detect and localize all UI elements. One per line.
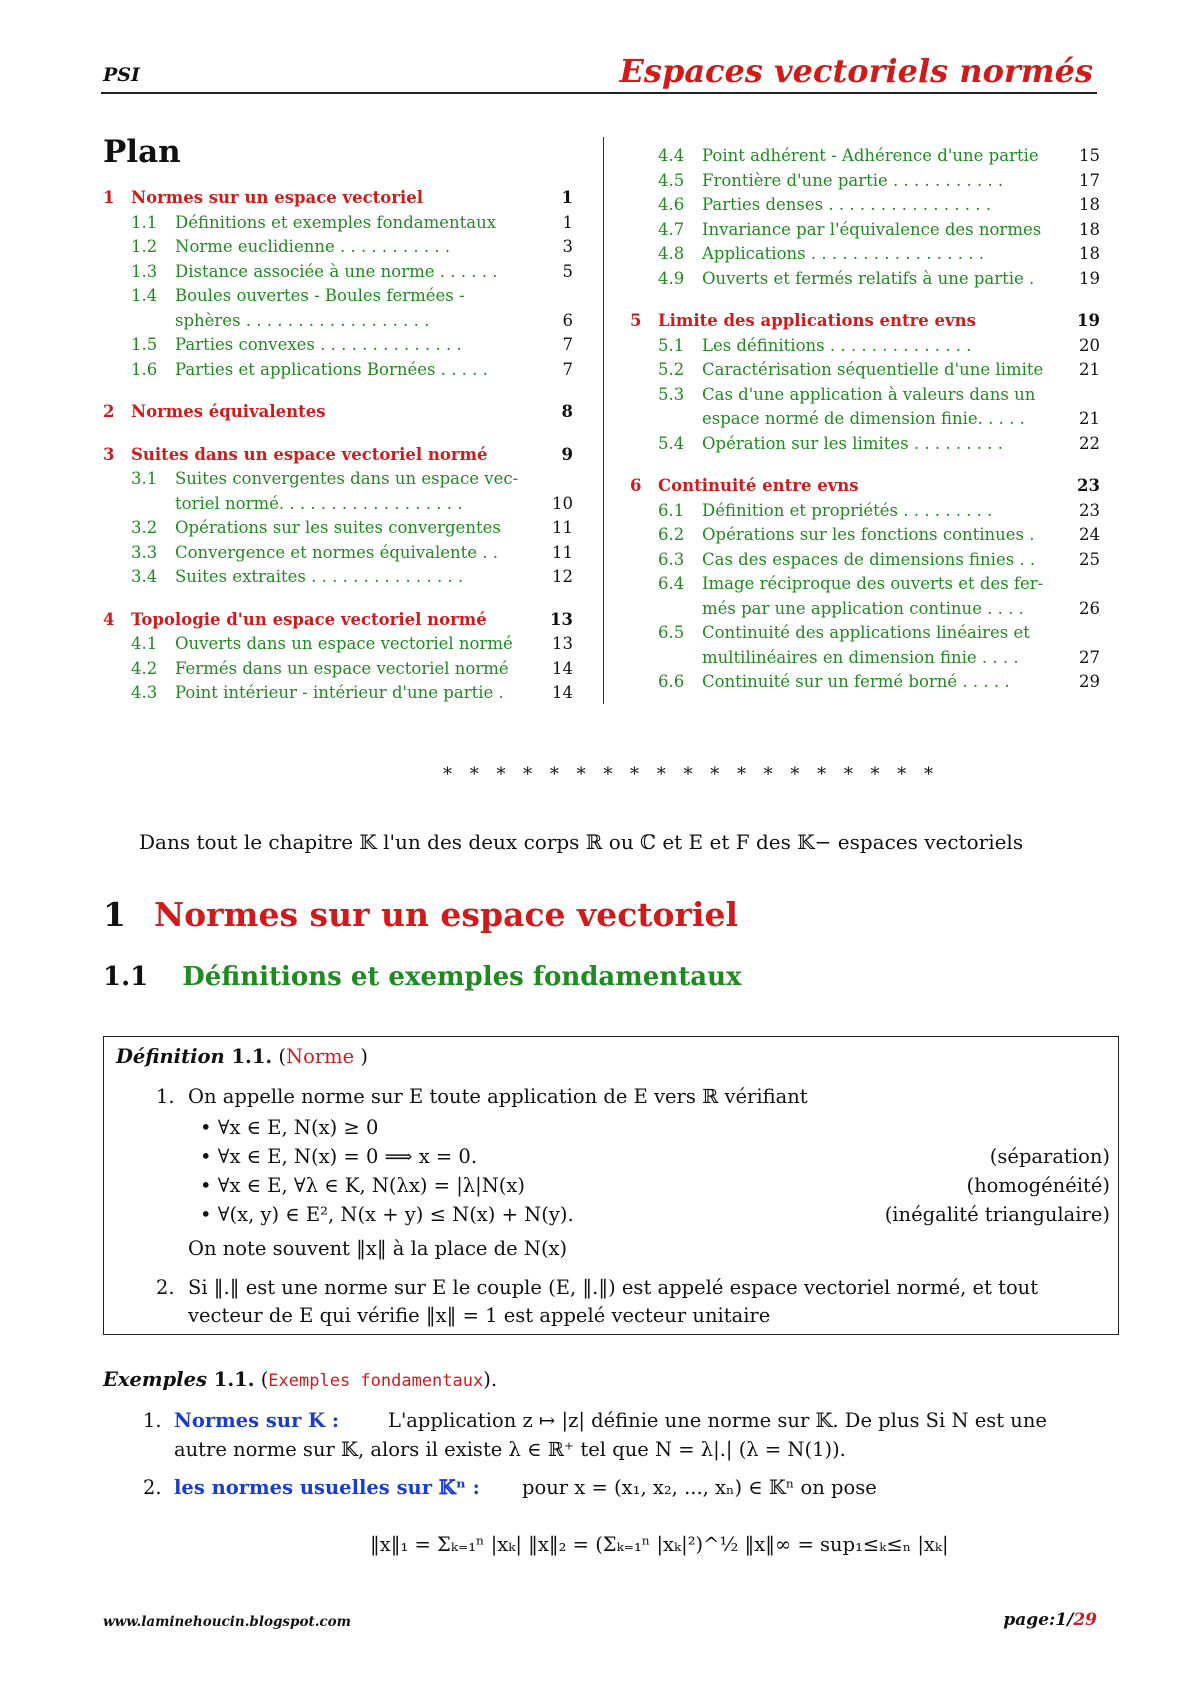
toc-entry-number: 6 xyxy=(630,476,642,495)
toc-entry-title: Applications . . . . . . . . . . . . . . . . . xyxy=(702,244,984,263)
toc-entry[interactable] xyxy=(630,499,1100,523)
toc-entry[interactable] xyxy=(630,597,1100,621)
toc-entry-title: Normes équivalentes xyxy=(131,402,326,421)
definition-bullet-2-note: (séparation) xyxy=(989,1145,1110,1168)
toc-entry[interactable] xyxy=(630,334,1100,358)
toc-entry-number: 6.6 xyxy=(658,672,685,691)
toc-entry-page: 5 xyxy=(562,261,573,281)
examples-item-1-line-2: autre norme sur 𝕂, alors il existe λ ∈ ℝ⁺ tel que N = λ|.| (λ = N(1)). xyxy=(174,1438,846,1461)
toc-entry-page: 29 xyxy=(1079,672,1100,691)
toc-entry-title: Suites dans un espace vectoriel normé xyxy=(131,444,488,464)
toc-entry-number: 4.9 xyxy=(658,268,685,288)
toc-entry-title: Distance associée à une norme . . . . . . xyxy=(175,261,498,281)
toc-entry[interactable] xyxy=(630,572,1100,596)
toc-entry-page: 6 xyxy=(562,310,573,330)
toc-entry-number: 5.3 xyxy=(658,384,685,404)
section-1-heading xyxy=(103,895,738,934)
toc-entry-number: 6.1 xyxy=(658,500,685,520)
toc-entry[interactable] xyxy=(103,333,573,357)
toc-left-column xyxy=(103,186,573,706)
toc-entry-page: 3 xyxy=(562,237,573,256)
definition-bullet-4: • ∀(x, y) ∈ E², N(x + y) ≤ N(x) + N(y). xyxy=(200,1203,574,1226)
toc-entry[interactable] xyxy=(630,670,1100,694)
definition-label: Définition xyxy=(116,1045,225,1068)
usual-norms-formula: ‖x‖₁ = Σₖ₌₁ⁿ |xₖ| ‖x‖₂ = (Σₖ₌₁ⁿ |xₖ|²)^½ ‖x‖∞ = sup₁≤ₖ≤ₙ |xₖ| xyxy=(370,1533,949,1556)
toc-entry-title: Opérations sur les fonctions continues . xyxy=(702,525,1035,544)
toc-entry-title: Continuité des applications linéaires et xyxy=(702,623,1030,642)
toc-entry-title: Parties convexes . . . . . . . . . . . . . . xyxy=(175,335,462,354)
toc-entry-title: Cas des espaces de dimensions finies . . xyxy=(702,549,1036,569)
toc-entry-page: 10 xyxy=(552,493,573,513)
examples-item-2-number: 2. xyxy=(143,1476,162,1499)
toc-entry-number: 6.5 xyxy=(658,623,685,642)
toc-entry[interactable] xyxy=(103,565,573,589)
definition-box xyxy=(103,1036,1119,1335)
toc-entry[interactable] xyxy=(103,260,573,284)
toc-entry-number: 5 xyxy=(630,311,642,330)
toc-entry-page: 11 xyxy=(552,518,573,537)
examples-item-2-text: pour x = (x₁, x₂, ..., xₙ) ∈ 𝕂ⁿ on pose xyxy=(522,1476,877,1499)
toc-entry-title: Invariance par l'équivalence des normes xyxy=(702,219,1042,239)
toc-entry-number: 4 xyxy=(103,609,115,629)
toc-entry[interactable] xyxy=(103,681,573,705)
toc-entry-title: Suites extraites . . . . . . . . . . . . . . . xyxy=(175,567,464,586)
toc-entry-title: Continuité entre evns xyxy=(658,476,859,495)
toc-entry-title: multilinéaires en dimension finie . . . . xyxy=(702,647,1019,667)
toc-entry[interactable] xyxy=(630,383,1100,407)
section-1-1-heading xyxy=(103,962,742,992)
toc-entry-page: 18 xyxy=(1079,195,1100,214)
toc-entry-number: 3.2 xyxy=(131,518,158,537)
definition-heading xyxy=(116,1045,368,1068)
toc-entry-title: Topologie d'un espace vectoriel normé xyxy=(131,609,487,629)
toc-entry-page: 15 xyxy=(1079,146,1100,165)
toc-entry-page: 14 xyxy=(552,683,573,702)
toc-entry-title: Image réciproque des ouverts et des fer- xyxy=(702,574,1044,593)
toc-entry-title: Opération sur les limites . . . . . . . . . xyxy=(702,433,1004,453)
header-rule xyxy=(101,92,1097,94)
toc-entry-title: Limite des applications entre evns xyxy=(658,311,976,330)
toc-entry-title: sphères . . . . . . . . . . . . . . . . . . xyxy=(175,310,430,330)
toc-entry[interactable] xyxy=(630,267,1100,291)
toc-entry[interactable] xyxy=(103,235,573,259)
plan-column-divider xyxy=(603,137,604,704)
toc-entry-title: Cas d'une application à valeurs dans un xyxy=(702,384,1036,404)
definition-number: 1.1. xyxy=(231,1045,273,1068)
toc-entry[interactable] xyxy=(630,432,1100,456)
toc-entry-title: més par une application continue . . . . xyxy=(702,598,1024,618)
toc-entry-number: 4.8 xyxy=(658,244,685,263)
footer-page-total: 29 xyxy=(1073,1610,1097,1630)
toc-entry-title: espace normé de dimension finie. . . . . xyxy=(702,409,1025,428)
footer-page-label: page:1/ xyxy=(1003,1610,1074,1630)
toc-entry-number: 1.2 xyxy=(131,237,158,256)
toc-entry-title: Ouverts et fermés relatifs à une partie . xyxy=(702,268,1035,288)
toc-entry-title: Norme euclidienne . . . . . . . . . . . xyxy=(175,237,451,256)
toc-entry-number: 4.4 xyxy=(658,146,685,165)
toc-entry-title: Convergence et normes équivalente . . xyxy=(175,542,499,562)
toc-entry-page: 8 xyxy=(561,402,573,421)
toc-entry-number: 3.1 xyxy=(131,469,158,488)
examples-item-1-number: 1. xyxy=(143,1409,162,1432)
toc-entry[interactable] xyxy=(630,193,1100,217)
definition-item-2-number: 2. xyxy=(156,1276,175,1299)
toc-entry[interactable] xyxy=(630,407,1100,431)
toc-entry-page: 23 xyxy=(1079,500,1100,520)
intro-paragraph: Dans tout le chapitre 𝕂 l'un des deux corps ℝ ou ℂ et E et F des 𝕂− espaces vectoriels xyxy=(139,830,1024,854)
toc-entry[interactable] xyxy=(630,621,1100,645)
toc-entry-page: 18 xyxy=(1079,244,1100,263)
definition-bullet-4-note: (inégalité triangulaire) xyxy=(884,1203,1110,1226)
toc-entry-title: Point intérieur - intérieur d'une partie . xyxy=(175,683,504,702)
toc-entry-number: 5.1 xyxy=(658,335,685,355)
toc-entry-page: 24 xyxy=(1079,525,1100,544)
toc-entry[interactable] xyxy=(103,632,573,656)
definition-bullet-3-note: (homogénéité) xyxy=(966,1174,1110,1197)
toc-entry-title: Fermés dans un espace vectoriel normé xyxy=(175,658,509,678)
toc-entry-number: 3.4 xyxy=(131,567,158,586)
toc-right-column xyxy=(630,144,1100,704)
toc-entry-page: 27 xyxy=(1079,647,1100,667)
examples-item-1-text: L'application z ↦ |z| définie une norme sur 𝕂. De plus Si N est une xyxy=(388,1409,1047,1432)
toc-entry-number: 4.2 xyxy=(131,658,158,678)
toc-entry[interactable] xyxy=(103,284,573,308)
toc-entry[interactable] xyxy=(103,211,573,235)
toc-entry-page: 11 xyxy=(552,542,573,562)
toc-entry[interactable] xyxy=(630,169,1100,193)
toc-entry-number: 5.4 xyxy=(658,433,685,453)
toc-entry[interactable] xyxy=(630,548,1100,572)
toc-entry-number: 6.3 xyxy=(658,549,685,569)
toc-entry-title: Parties et applications Bornées . . . . . xyxy=(175,359,488,379)
plan-title: Plan xyxy=(103,134,181,170)
examples-number: 1.1. xyxy=(213,1368,255,1391)
toc-entry-page: 26 xyxy=(1079,598,1100,618)
toc-entry-number: 6.4 xyxy=(658,574,685,593)
examples-name: Exemples fondamentaux xyxy=(268,1371,484,1391)
toc-entry-page: 13 xyxy=(550,609,573,629)
toc-entry-page: 13 xyxy=(552,634,573,653)
toc-entry-title: Parties denses . . . . . . . . . . . . . . . . xyxy=(702,195,991,214)
definition-bullet-2: • ∀x ∈ E, N(x) = 0 ⟹ x = 0. xyxy=(200,1145,478,1168)
toc-entry[interactable] xyxy=(630,309,1100,333)
toc-entry[interactable] xyxy=(103,443,573,467)
toc-entry-page: 25 xyxy=(1079,549,1100,569)
toc-entry-page: 9 xyxy=(561,444,573,464)
toc-entry[interactable] xyxy=(630,646,1100,670)
toc-entry-page: 21 xyxy=(1079,360,1100,379)
toc-entry-number: 4.7 xyxy=(658,219,685,239)
toc-entry-title: Boules ouvertes - Boules fermées - xyxy=(175,286,465,305)
examples-heading xyxy=(103,1368,497,1391)
toc-entry-number: 1.4 xyxy=(131,286,158,305)
toc-entry-title: Point adhérent - Adhérence d'une partie xyxy=(702,146,1039,165)
definition-note-line: On note souvent ‖x‖ à la place de N(x) xyxy=(188,1237,568,1260)
toc-entry-title: Les définitions . . . . . . . . . . . . . . xyxy=(702,335,972,355)
toc-entry[interactable] xyxy=(103,608,573,632)
toc-entry[interactable] xyxy=(630,358,1100,382)
toc-entry[interactable] xyxy=(630,218,1100,242)
toc-entry-page: 12 xyxy=(552,567,573,586)
footer-page-number xyxy=(1003,1610,1097,1630)
toc-entry-number: 3 xyxy=(103,444,115,464)
toc-entry[interactable] xyxy=(630,523,1100,547)
toc-entry-number: 2 xyxy=(103,402,115,421)
toc-entry-number: 1.1 xyxy=(131,212,158,232)
definition-item-1-text: On appelle norme sur E toute application de E vers ℝ vérifiant xyxy=(188,1085,808,1108)
toc-entry-number: 5.2 xyxy=(658,360,685,379)
toc-entry-page: 20 xyxy=(1079,335,1100,355)
toc-entry-number: 1.5 xyxy=(131,335,158,354)
examples-name-close: ). xyxy=(483,1368,498,1391)
toc-entry-number: 1.6 xyxy=(131,359,158,379)
definition-item-2-line-1: Si ‖.‖ est une norme sur E le couple (E, ‖.‖) est appelé espace vectoriel normé, et tout xyxy=(188,1276,1039,1299)
examples-item-1-head: Normes sur K : xyxy=(174,1409,340,1432)
toc-entry-title: Caractérisation séquentielle d'une limite xyxy=(702,360,1044,379)
toc-entry-page: 21 xyxy=(1079,409,1100,428)
definition-name-open: ( xyxy=(278,1045,287,1068)
toc-entry-page: 7 xyxy=(562,359,573,379)
toc-entry[interactable] xyxy=(103,358,573,382)
toc-entry[interactable] xyxy=(103,467,573,491)
toc-entry-page: 14 xyxy=(552,658,573,678)
toc-entry-number: 1.3 xyxy=(131,261,158,281)
toc-entry-number: 4.6 xyxy=(658,195,685,214)
definition-name-close: ) xyxy=(354,1045,368,1068)
footer-website[interactable]: www.laminehoucin.blogspot.com xyxy=(103,1614,351,1630)
toc-entry-title: Normes sur un espace vectoriel xyxy=(131,188,424,207)
definition-bullet-1: • ∀x ∈ E, N(x) ≥ 0 xyxy=(200,1116,379,1139)
toc-entry-page: 18 xyxy=(1079,219,1100,239)
toc-entry[interactable] xyxy=(103,657,573,681)
section-1-number: 1 xyxy=(103,895,126,934)
section-1-1-title: Définitions et exemples fondamentaux xyxy=(182,962,742,992)
toc-entry-page: 19 xyxy=(1079,268,1100,288)
toc-entry-title: Définitions et exemples fondamentaux xyxy=(175,212,497,232)
toc-entry-number: 6.2 xyxy=(658,525,685,544)
toc-entry[interactable] xyxy=(630,242,1100,266)
toc-entry[interactable] xyxy=(103,400,573,424)
toc-entry-title: Frontière d'une partie . . . . . . . . . . . xyxy=(702,170,1004,190)
toc-entry-page: 19 xyxy=(1077,311,1100,330)
document-title: Espaces vectoriels normés xyxy=(619,52,1093,90)
examples-item-2-head: les normes usuelles sur 𝕂ⁿ : xyxy=(174,1476,480,1499)
toc-entry-title: Suites convergentes dans un espace vec- xyxy=(175,469,519,488)
toc-entry[interactable] xyxy=(630,144,1100,168)
toc-entry[interactable] xyxy=(630,474,1100,498)
toc-entry-number: 4.1 xyxy=(131,634,158,653)
definition-bullet-3: • ∀x ∈ E, ∀λ ∈ K, N(λx) = |λ|N(x) xyxy=(200,1174,525,1197)
examples-name-open: ( xyxy=(260,1368,269,1391)
separator-stars: * * * * * * * * * * * * * * * * * * * xyxy=(443,764,939,785)
section-1-title: Normes sur un espace vectoriel xyxy=(153,895,739,934)
definition-name: Norme xyxy=(286,1045,355,1068)
header-left-label: PSI xyxy=(103,64,140,86)
toc-entry-page: 1 xyxy=(561,188,573,207)
definition-item-2-line-2: vecteur de E qui vérifie ‖x‖ = 1 est appelé vecteur unitaire xyxy=(188,1304,771,1327)
toc-entry-title: Définition et propriétés . . . . . . . . . xyxy=(702,500,993,520)
toc-entry-number: 4.3 xyxy=(131,683,158,702)
toc-entry-number: 3.3 xyxy=(131,542,158,562)
toc-entry-page: 22 xyxy=(1079,433,1100,453)
toc-entry[interactable] xyxy=(103,516,573,540)
toc-entry-title: toriel normé. . . . . . . . . . . . . . . . . . xyxy=(175,493,463,513)
toc-entry-page: 17 xyxy=(1079,170,1100,190)
toc-entry[interactable] xyxy=(103,541,573,565)
toc-entry[interactable] xyxy=(103,492,573,516)
definition-item-1-number: 1. xyxy=(156,1085,175,1108)
toc-entry[interactable] xyxy=(103,186,573,210)
toc-entry[interactable] xyxy=(103,309,573,333)
toc-entry-title: Opérations sur les suites convergentes xyxy=(175,518,501,537)
toc-entry-page: 23 xyxy=(1077,476,1100,495)
section-1-1-number: 1.1 xyxy=(103,962,149,992)
toc-entry-page: 1 xyxy=(562,212,573,232)
toc-entry-number: 1 xyxy=(103,188,115,207)
examples-label: Exemples xyxy=(103,1368,207,1391)
toc-entry-title: Ouverts dans un espace vectoriel normé xyxy=(175,634,513,653)
toc-entry-number: 4.5 xyxy=(658,170,685,190)
toc-entry-title: Continuité sur un fermé borné . . . . . xyxy=(702,672,1010,691)
toc-entry-page: 7 xyxy=(562,335,573,354)
